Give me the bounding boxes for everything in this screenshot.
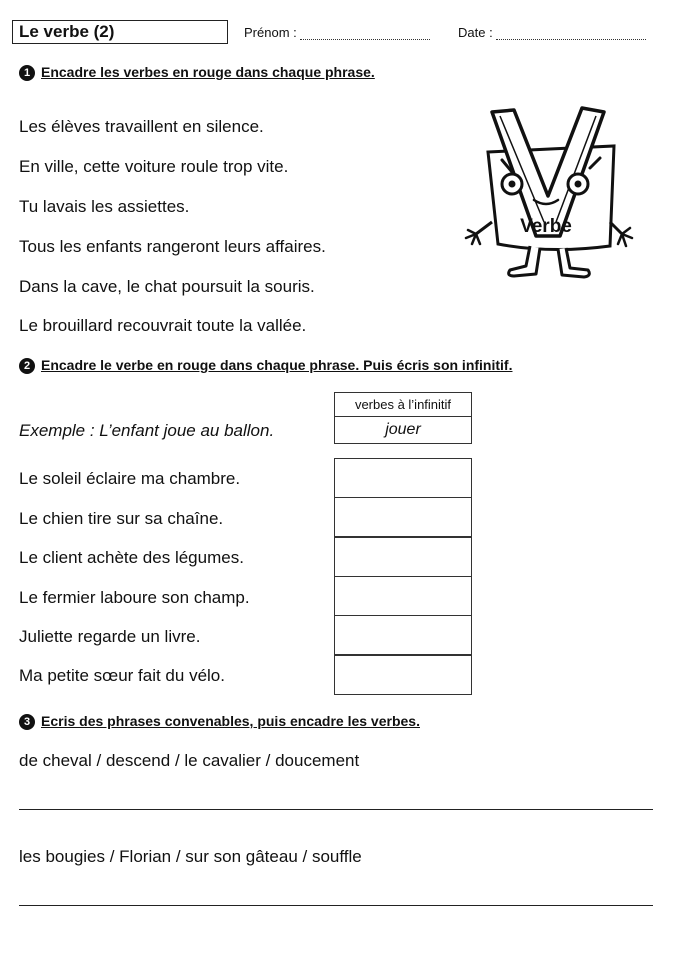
example-answer-cell: jouer bbox=[334, 417, 472, 444]
infinitive-answer-box-2[interactable] bbox=[334, 497, 472, 537]
s2-sentence-2: Le chien tire sur sa chaîne. bbox=[19, 509, 224, 528]
s1-sentence-5: Dans la cave, le chat poursuit la souris. bbox=[19, 277, 315, 296]
s3-answer-line-1[interactable] bbox=[19, 809, 653, 810]
s3-prompt-2: les bougies / Florian / sur son gâteau / souffle bbox=[19, 847, 362, 866]
first-name-dotted-line[interactable] bbox=[300, 28, 430, 40]
s1-sentence-2: En ville, cette voiture roule trop vite. bbox=[19, 157, 289, 176]
section-1-instruction: Encadre les verbes en rouge dans chaque phrase. bbox=[41, 64, 375, 80]
infinitive-answer-box-1[interactable] bbox=[334, 458, 472, 498]
date-dotted-line[interactable] bbox=[496, 28, 646, 40]
section-3-instruction: Ecris des phrases convenables, puis encadre les verbes. bbox=[41, 713, 420, 729]
s1-sentence-3: Tu lavais les assiettes. bbox=[19, 197, 190, 216]
s2-sentence-4: Le fermier laboure son champ. bbox=[19, 588, 250, 607]
s2-sentence-3: Le client achète des légumes. bbox=[19, 548, 244, 567]
section-2-heading bbox=[19, 357, 512, 374]
example-sentence: Exemple : L’enfant joue au ballon. bbox=[19, 421, 275, 440]
s2-sentence-1: Le soleil éclaire ma chambre. bbox=[19, 469, 241, 488]
s3-answer-line-2[interactable] bbox=[19, 905, 653, 906]
mascot-label: Verbe bbox=[520, 216, 572, 237]
section-1-number-icon: 1 bbox=[19, 65, 35, 81]
section-1-heading bbox=[19, 64, 375, 81]
first-name-field[interactable] bbox=[244, 25, 430, 40]
section-2-instruction: Encadre le verbe en rouge dans chaque phrase. Puis écris son infinitif. bbox=[41, 357, 513, 373]
infinitive-answer-box-6[interactable] bbox=[334, 655, 472, 695]
infinitive-column-header: verbes à l’infinitif bbox=[334, 392, 472, 417]
section-3-heading bbox=[19, 713, 420, 730]
section-3-number-icon: 3 bbox=[19, 714, 35, 730]
s2-sentence-6: Ma petite sœur fait du vélo. bbox=[19, 666, 225, 685]
first-name-label: Prénom : bbox=[244, 25, 297, 40]
s1-sentence-1: Les élèves travaillent en silence. bbox=[19, 117, 264, 136]
s2-sentence-5: Juliette regarde un livre. bbox=[19, 627, 201, 646]
s1-sentence-6: Le brouillard recouvrait toute la vallée. bbox=[19, 316, 307, 335]
verb-mascot-icon bbox=[462, 104, 634, 284]
s1-sentence-4: Tous les enfants rangeront leurs affaires. bbox=[19, 237, 326, 256]
s3-prompt-1: de cheval / descend / le cavalier / doucement bbox=[19, 751, 360, 770]
section-2-number-icon: 2 bbox=[19, 358, 35, 374]
infinitive-answer-box-3[interactable] bbox=[334, 537, 472, 577]
infinitive-answer-box-5[interactable] bbox=[334, 615, 472, 655]
infinitive-answer-box-4[interactable] bbox=[334, 576, 472, 616]
date-label: Date : bbox=[458, 25, 493, 40]
date-field[interactable] bbox=[458, 25, 646, 40]
worksheet-title: Le verbe (2) bbox=[12, 20, 228, 44]
